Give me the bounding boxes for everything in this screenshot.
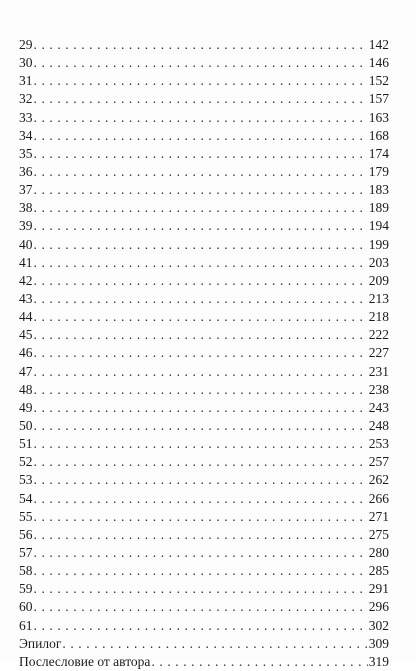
toc-entry-page-number: 168 [368,127,389,143]
toc-entry-page-number: 296 [368,599,389,615]
toc-dot-leader [34,272,368,290]
toc-entry [19,90,389,108]
toc-entry-label: 55 [19,508,33,524]
toc-entry-page-number: 157 [368,91,389,107]
toc-dot-leader [34,526,368,544]
toc-entry-page-number: 280 [368,544,389,560]
toc-entry [19,217,389,235]
toc-dot-leader [34,290,368,308]
toc-entry-label: 37 [19,182,33,198]
toc-entry [19,254,389,272]
toc-entry-label: Послесловие от автора [19,653,151,669]
toc-entry-label: 61 [19,617,33,633]
toc-entry-page-number: 243 [368,399,389,415]
toc-entry-label: 32 [19,91,33,107]
toc-entry [19,580,389,598]
toc-entry [19,54,389,72]
table-of-contents [19,36,389,671]
toc-entry-page-number: 275 [368,526,389,542]
toc-entry-label: 36 [19,163,33,179]
toc-entry-page-number: 183 [368,182,389,198]
toc-entry-page-number: 146 [368,55,389,71]
toc-entry-label: 60 [19,599,33,615]
toc-entry-label: 53 [19,472,33,488]
toc-dot-leader [62,635,367,653]
toc-dot-leader [34,326,368,344]
toc-entry [19,417,389,435]
toc-entry [19,199,389,217]
toc-entry-page-number: 152 [368,73,389,89]
toc-entry-label: 43 [19,290,33,306]
toc-entry [19,236,389,254]
toc-dot-leader [34,217,368,235]
toc-dot-leader [34,580,368,598]
toc-dot-leader [34,399,368,417]
toc-entry-page-number: 163 [368,109,389,125]
toc-entry [19,290,389,308]
toc-entry [19,181,389,199]
toc-entry-label: 30 [19,55,33,71]
toc-entry-label: 40 [19,236,33,252]
toc-dot-leader [34,163,368,181]
toc-dot-leader [34,435,368,453]
toc-entry [19,617,389,635]
toc-entry-label: 41 [19,254,33,270]
toc-entry-page-number: 285 [368,563,389,579]
toc-dot-leader [34,417,368,435]
toc-entry-page-number: 203 [368,254,389,270]
toc-entry-label: 35 [19,145,33,161]
toc-entry-label: 39 [19,218,33,234]
toc-entry-label: 50 [19,417,33,433]
toc-entry [19,326,389,344]
toc-dot-leader [34,363,368,381]
toc-entry [19,363,389,381]
toc-dot-leader [34,90,368,108]
toc-entry [19,72,389,90]
toc-dot-leader [34,36,368,54]
toc-entry-page-number: 227 [368,345,389,361]
toc-entry [19,36,389,54]
toc-entry [19,435,389,453]
toc-entry [19,562,389,580]
toc-entry [19,453,389,471]
toc-entry-label: 56 [19,526,33,542]
toc-entry [19,399,389,417]
toc-entry-label: 54 [19,490,33,506]
toc-entry-label: 48 [19,381,33,397]
toc-entry-page-number: 309 [368,635,389,651]
toc-dot-leader [34,344,368,362]
toc-entry-page-number: 291 [368,581,389,597]
toc-entry [19,163,389,181]
toc-dot-leader [34,72,368,90]
toc-dot-leader [34,617,368,635]
toc-entry-page-number: 174 [368,145,389,161]
toc-dot-leader [34,471,368,489]
toc-entry [19,490,389,508]
toc-dot-leader [34,544,368,562]
toc-entry [19,471,389,489]
toc-entry-page-number: 218 [368,309,389,325]
toc-entry-label: 33 [19,109,33,125]
toc-entry-page-number: 271 [368,508,389,524]
toc-entry [19,526,389,544]
toc-entry [19,598,389,616]
toc-dot-leader [34,508,368,526]
toc-entry-label: 59 [19,581,33,597]
toc-entry [19,344,389,362]
toc-entry-label: 46 [19,345,33,361]
toc-entry-page-number: 189 [368,200,389,216]
toc-dot-leader [34,199,368,217]
toc-entry-page-number: 194 [368,218,389,234]
toc-dot-leader [34,598,368,616]
toc-entry-label: 31 [19,73,33,89]
toc-entry [19,508,389,526]
toc-entry [19,127,389,145]
toc-entry-label: 49 [19,399,33,415]
toc-entry-page-number: 262 [368,472,389,488]
toc-dot-leader [34,181,368,199]
toc-dot-leader [34,54,368,72]
toc-dot-leader [34,490,368,508]
toc-dot-leader [34,453,368,471]
toc-entry [19,544,389,562]
toc-dot-leader [34,308,368,326]
toc-entry-label: 51 [19,436,33,452]
toc-entry-label: 38 [19,200,33,216]
toc-entry-page-number: 257 [368,454,389,470]
toc-entry [19,635,389,653]
toc-entry-page-number: 238 [368,381,389,397]
toc-entry-label: 58 [19,563,33,579]
toc-dot-leader [34,236,368,254]
toc-entry [19,145,389,163]
toc-entry-label: 52 [19,454,33,470]
toc-entry-page-number: 302 [368,617,389,633]
toc-dot-leader [34,145,368,163]
toc-entry-label: Эпилог [19,635,62,651]
toc-entry-page-number: 142 [368,37,389,52]
toc-entry [19,308,389,326]
toc-entry-label: 47 [19,363,33,379]
toc-entry-page-number: 213 [368,290,389,306]
toc-entry-page-number: 319 [368,653,389,669]
toc-entry-label: 44 [19,309,33,325]
toc-entry [19,109,389,127]
toc-entry-page-number: 199 [368,236,389,252]
toc-dot-leader [34,381,368,399]
toc-entry-label: 34 [19,127,33,143]
toc-dot-leader [34,562,368,580]
toc-entry-page-number: 253 [368,436,389,452]
toc-entry-label: 45 [19,327,33,343]
toc-entry-page-number: 248 [368,417,389,433]
toc-dot-leader [34,254,368,272]
toc-dot-leader [34,127,368,145]
toc-entry-page-number: 266 [368,490,389,506]
toc-entry-page-number: 179 [368,163,389,179]
toc-dot-leader [34,109,368,127]
toc-entry-page-number: 209 [368,272,389,288]
toc-entry-page-number: 231 [368,363,389,379]
toc-entry [19,381,389,399]
toc-entry-label: 42 [19,272,33,288]
toc-entry-label: 57 [19,544,33,560]
toc-entry-label: 29 [19,37,33,52]
toc-entry [19,272,389,290]
toc-entry-page-number: 222 [368,327,389,343]
